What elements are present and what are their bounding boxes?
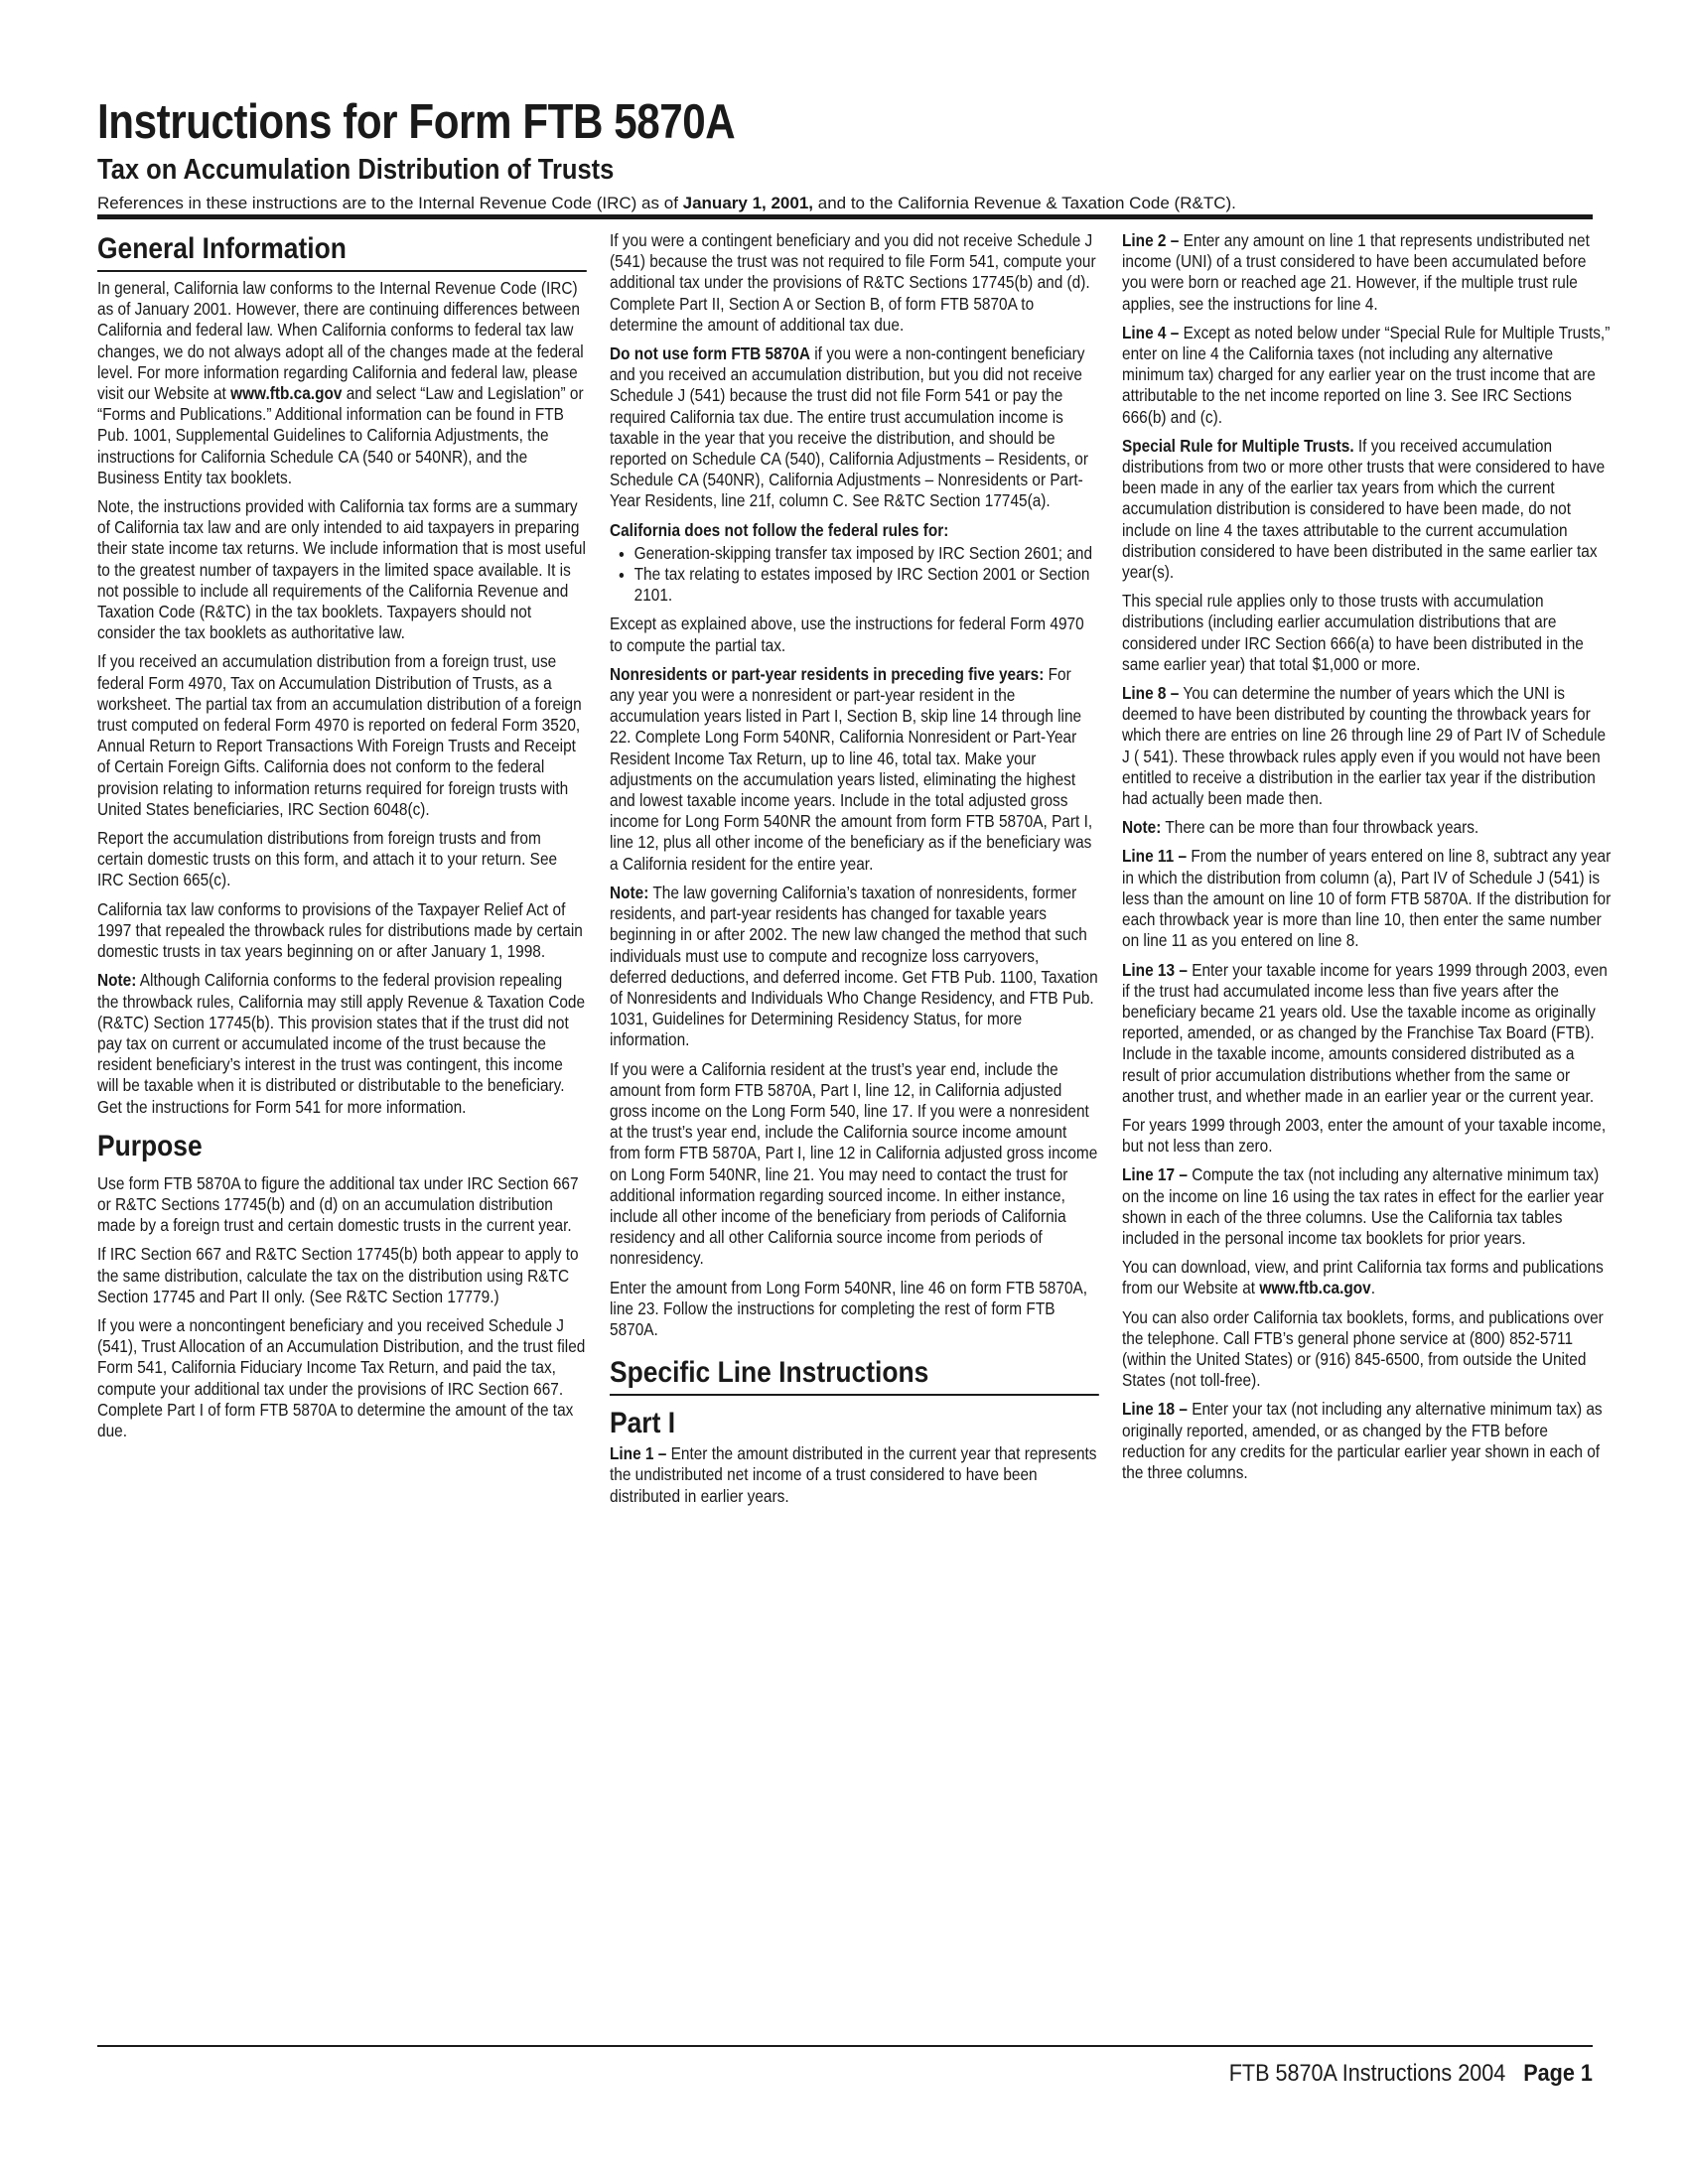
paragraph: Note, the instructions provided with California tax forms are a summary of California tax law and are only intended to aid taxpayers in preparing their state income tax returns. We include information that is most useful to the greatest number of taxpayers in the limited space available. It is not possible to include all requirements of the California Revenue and Taxation Code (R&TC) in the tax booklets. Taxpayers should not consider the tax booklets as authoritative law. [97,496,586,643]
paragraph: Note: Although California conforms to the federal provision repealing the throwback rules, California may still apply Revenue & Taxation Code (R&TC) Section 17745(b). This provision states that if the trust did not pay tax on current or accumulated income of the trust because the resident beneficiary’s interest in the trust was contingent, this income will be taxable when it is distributed or distributable to the beneficiary. Get the instructions for Form 541 for more information. [97,970,586,1117]
paragraph: Enter the amount from Long Form 540NR, line 46 on form FTB 5870A, line 23. Follow the instructions for completing the rest of form FTB 5870A. [610,1277,1088,1339]
paragraph: If IRC Section 667 and R&TC Section 17745(b) both appear to apply to the same distribution, calculate the tax on the distribution using R&TC Section 17745 and Part II only. (See R&TC Section 17779.) [97,1244,579,1306]
page-number: Page 1 [1523,2060,1593,2087]
header-rule [97,214,1593,219]
paragraph: Line 13 – Enter your taxable income for years 1999 through 2003, even if the trust had accumulated income less than five years after the beneficiary became 21 years old. Use the taxable income as originally reported, amended, or as changed by the Franchise Tax Board (FTB). Include in the taxable income, amounts considered distributed as a result of prior accumulation distributions whether from the same or another trust, and whether made in an earlier year or the current year. [1122,959,1608,1106]
paragraph: California tax law conforms to provisions of the Taxpayer Relief Act of 1997 that repealed the throwback rules for distributions made by certain domestic trusts in tax years beginning on or after January 1, 1998. [97,898,583,962]
general-information-heading: General Information [97,230,587,272]
column-3 [1122,230,1611,1491]
page-footer [1229,2059,1593,2089]
paragraph: This special rule applies only to those trusts with accumulation distributions (including earlier accumulation distributions that are considered under IRC Section 666(a) to have been distributed in the same earlier year) that total $1,000 or more. [1122,591,1584,674]
paragraph: Use form FTB 5870A to figure the additional tax under IRC Section 667 or R&TC Sections 17745(b) and (d) on an accumulation distribution made by a foreign trust and certain domestic trusts in the current year. [97,1172,579,1236]
footer-rule [97,2045,1593,2047]
paragraph: Except as explained above, use the instructions for federal Form 4970 to compute the partial tax. [610,614,1084,655]
paragraph: You can download, view, and print California tax forms and publications from our Website at www.ftb.ca.gov. [1122,1257,1604,1298]
footer-form-label: FTB 5870A Instructions 2004 [1228,2060,1506,2087]
page-subtitle: Tax on Accumulation Distribution of Trusts [97,154,615,186]
website-link[interactable]: www.ftb.ca.gov [230,383,343,404]
specific-line-instructions-heading: Specific Line Instructions [610,1354,1099,1396]
paragraph: Line 1 – Enter the amount distributed in the current year that represents the undistributed net income of a trust considered to have been distributed in earlier years. [610,1443,1097,1506]
paragraph: Line 4 – Except as noted below under “Special Rule for Multiple Trusts,” enter on line 4 the California taxes (not including any alternative minimum tax) charged for any earlier year on the trust income that are attributable to the net income reported on line 3. See IRC Sections 666(b) and (c). [1122,322,1611,427]
page-title: Instructions for Form FTB 5870A [97,95,736,149]
list-item: • Generation-skipping transfer tax imposed by IRC Section 2601; and [634,543,1099,564]
paragraph: If you received an accumulation distribution from a foreign trust, use federal Form 4970, Tax on Accumulation Distribution of Trusts, as a worksheet. The partial tax from an accumulation distribution of a foreign trust computed on federal Form 4970 is reported on federal Form 3520, Annual Return to Report Transactions With Foreign Trusts and Receipt of Certain Foreign Gifts. California does not conform to the federal provision relating to information returns required for foreign trusts with United States beneficiaries, IRC Section 6048(c). [97,651,582,819]
paragraph: Line 18 – Enter your tax (not including any alternative minimum tax) as originally reported, amended, or as changed by the FTB before reduction for any credits for the particular earlier year shown in each of the three columns. [1122,1399,1603,1482]
paragraph: Line 11 – From the number of years entered on line 8, subtract any year in which the distribution from column (a), Part IV of Schedule J (541) is less than the amount on line 10 of form FTB 5870A. If the distribution for each throwback year is more than line 10, then enter the same number on line 11 as you entered on line 8. [1122,846,1612,951]
paragraph: If you were a California resident at the trust’s year end, include the amount from form FTB 5870A, Part I, line 12, in California adjusted gross income on the Long Form 540, line 17. If you were a nonresident at the trust’s year end, include the California source income amount from form FTB 5870A, Part I, line 12 in California adjusted gross income on Long Form 540NR, line 21. You may need to contact the trust for additional information regarding sourced income. In either instance, include all other income of the beneficiary from periods of California residency and all other California source income from periods of nonresidency. [610,1058,1098,1269]
paragraph-label: California does not follow the federal rules for: [610,519,949,540]
paragraph: Report the accumulation distributions from foreign trusts and from certain domestic trusts on this form, and attach it to your return. See IRC Section 665(c). [97,828,558,890]
column-2 [610,230,1098,1515]
bullet-list [610,543,1099,607]
paragraph: Note: The law governing California’s taxation of nonresidents, former residents, and part-year residents has changed for taxable years beginning in or after 2002. The new law changed the method that such individuals must use to compute and recognize loss carryovers, deferred deductions, and deferred income. Get FTB Pub. 1100, Taxation of Nonresidents and Individuals Who Change Residency, and FTB Pub. 1031, Guidelines for Determining Residency Status, for more information. [610,882,1098,1050]
paragraph: Nonresidents or part-year residents in preceding five years: For any year you were a nonresident or part-year resident in the accumulation years listed in Part I, Section B, skip line 14 through line 22. Complete Long Form 540NR, California Nonresident or Part-Year Resident Income Tax Return, up to line 46, total tax. Make your adjustments on the accumulation years listed, eliminating the highest and lowest taxable income years. Include in the total adjusted gross income for Long Form 540NR the amount from form FTB 5870A, Part I, line 12, plus all other income of the beneficiary as if the beneficiary was a California resident for the entire year. [610,663,1093,874]
paragraph: Special Rule for Multiple Trusts. If you received accumulation distributions from two or more other trusts that were considered to have been made in any of the earlier tax years from which the current accumulation distribution is considered to have been made, do not include on line 4 the taxes attributable to the current accumulation distribution considered to have been distributed in the same earlier tax year(s). [1122,435,1606,583]
paragraph: If you were a noncontingent beneficiary and you received Schedule J (541), Trust Allocation of an Accumulation Distribution, and the trust filed Form 541, California Fiduciary Income Tax Return, and paid the tax, compute your additional tax under the provisions of IRC Section 667. Complete Part I of form FTB 5870A to determine the amount of the tax due. [97,1314,586,1440]
column-1 [97,230,586,1449]
paragraph: In general, California law conforms to the Internal Revenue Code (IRC) as of January 2001. However, there are continuing differences between California and federal law. When California conforms to federal tax law changes, we do not always adopt all of the changes made at the federal level. For more information regarding California and federal law, please visit our Website at www.ftb.ca.gov and select “Law and Legislation” or “Forms and Publications.” Additional information can be found in FTB Pub. 1001, Supplemental Guidelines to California Adjustments, the instructions for California Schedule CA (540 or 540NR), and the Business Entity tax booklets. [97,278,584,487]
website-link[interactable]: www.ftb.ca.gov [1259,1278,1371,1298]
paragraph: You can also order California tax booklets, forms, and publications over the telephone. Call FTB’s general phone service at (800) 852-5711 (within the United States) or (916) 845-6500, from outside the United States (not toll-free). [1122,1306,1604,1391]
page-header [97,93,1593,214]
paragraph: Line 8 – You can determine the number of years which the UNI is deemed to have been distributed by counting the throwback years for which there are entries on line 26 through line 29 of Part IV of Schedule J ( 541). These throwback rules apply even if you would not have been entitled to receive a distribution in the earlier tax year if the distribution had actually been made then. [1122,683,1607,809]
references-note: References in these instructions are to the Internal Revenue Code (IRC) as of January 1, 2001, and to the California Revenue & Taxation Code (R&TC). [97,194,1236,212]
paragraph: Line 2 – Enter any amount on line 1 that represents undistributed net income (UNI) of a trust considered to have been accumulated before you were born or reached age 21. However, if the multiple trust rule applies, see the instructions for line 4. [1122,230,1590,314]
purpose-heading: Purpose [97,1129,203,1162]
part-1-heading: Part I [610,1407,676,1440]
list-item: • The tax relating to estates imposed by IRC Section 2001 or Section 2101. [634,564,1099,606]
paragraph: For years 1999 through 2003, enter the amount of your taxable income, but not less than zero. [1122,1114,1607,1157]
paragraph: If you were a contingent beneficiary and you did not receive Schedule J (541) because the trust was not required to file Form 541, compute your additional tax under the provisions of R&TC Sections 17745(b) and (d). Complete Part II, Section A or Section B, of form FTB 5870A to determine the amount of additional tax due. [610,230,1096,335]
paragraph: Line 17 – Compute the tax (not including any alternative minimum tax) on the income on line 16 using the tax rates in effect for the earlier year shown in each of the three columns. Use the California tax tables included in the personal income tax booklets for prior years. [1122,1164,1605,1248]
paragraph: Do not use form FTB 5870A if you were a non-contingent beneficiary and you received an accumulation distribution, but you did not receive Schedule J (541) because the trust did not file Form 541 or pay the required California tax due. The entire trust accumulation income is taxable in the year that you receive the distribution, and should be reported on Schedule CA (540), California Adjustments – Residents, or Schedule CA (540NR), California Adjustments – Nonresidents or Part-Year Residents, line 21f, column C. See R&TC Section 17745(a). [610,343,1088,511]
paragraph: Note: There can be more than four throwback years. [1122,817,1479,838]
